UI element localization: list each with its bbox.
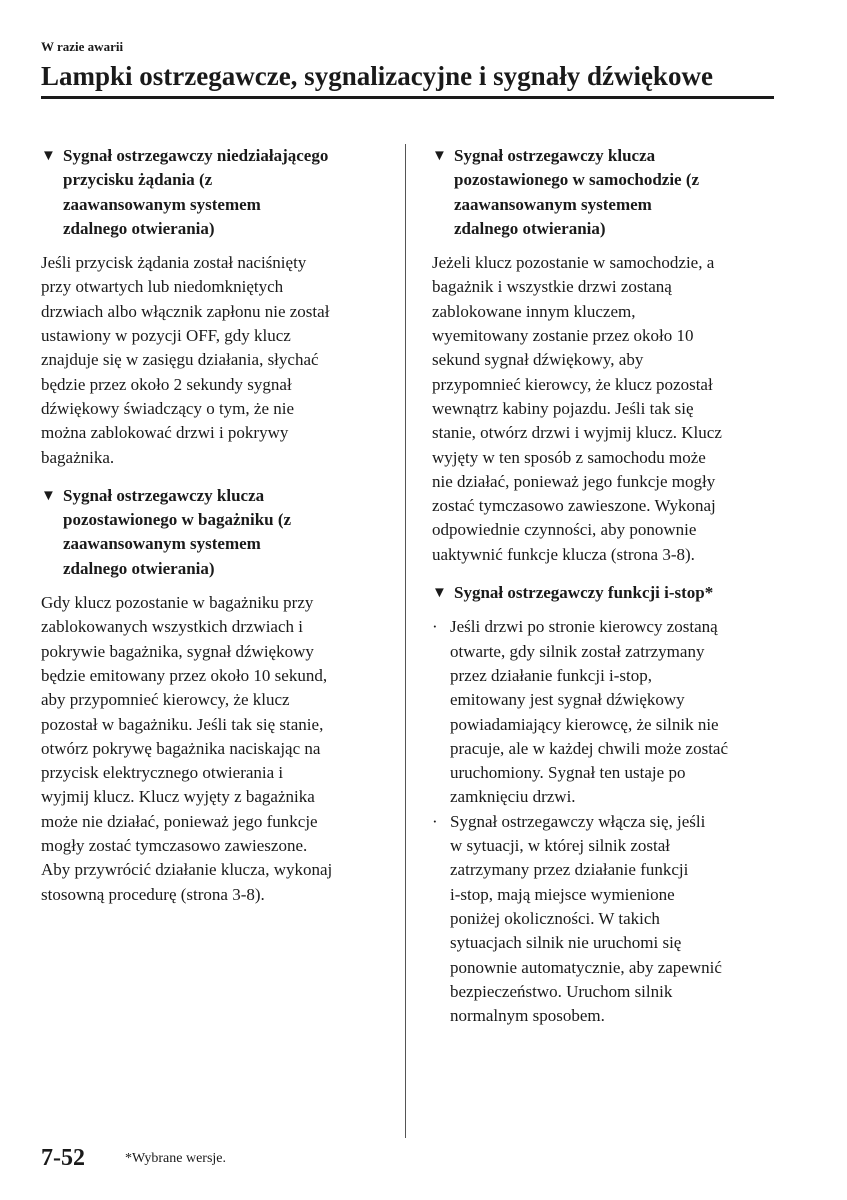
bullet-text: Sygnał ostrzegawczy włącza się, jeśli w sytuacji, w której silnik został zatrzymany przez działanie funkcji i-stop, mają miejsce wymienione poniżej okoliczności. W takich sytuacjach silnik nie uruchomi się ponownie automatycznie, aby zapewnić bezpieczeństwo. Uruchom silnik normalnym sposobem. (450, 811, 722, 1026)
footnote: *Wybrane wersje. (125, 1151, 227, 1166)
section-body-key-in-trunk: Gdy klucz pozostanie w bagażniku przy zablokowanych wszystkich drzwiach i pokrywie bagażnika, sygnał dźwiękowy będzie emitowany przez około 10 sekund, aby przypomnieć kierowcy, że klucz pozostał w bagażniku. Jeśli tak się stanie, otwórz pokrywę bagażnika naciskając na przycisk elektrycznego otwierania i wyjmij klucz. Klucz wyjęty z bagażnika może nie działać, ponieważ jego funkcje mogły zostać tymczasowo zawieszone. Aby przywrócić działanie klucza, wykonaj stosowną procedurę (strona 3-8). (41, 593, 333, 904)
section-heading-text: Sygnał ostrzegawczy klucza pozostawionego w bagażniku (z zaawansowanym systemem zdalnego otwierania) (63, 485, 292, 578)
section-heading-key-in-trunk (41, 484, 381, 581)
bullet-icon: · (432, 811, 438, 831)
title-rule (41, 96, 774, 99)
section-heading-text: Sygnał ostrzegawczy klucza pozostawionego w samochodzie (z zaawansowanym systemem zdalnego otwierania) (454, 146, 700, 238)
triangle-down-icon: ▼ (432, 585, 447, 602)
left-column (41, 144, 381, 921)
section-heading-text: Sygnał ostrzegawczy funkcji i-stop* (454, 583, 714, 603)
list-item (432, 615, 772, 809)
section-heading-key-in-vehicle (432, 144, 772, 241)
breadcrumb: W razie awarii (41, 39, 124, 54)
section-body-key-in-vehicle: Jeżeli klucz pozostanie w samochodzie, a bagażnik i wszystkie drzwi zostaną zablokowane innym kluczem, wyemitowany zostanie przez około 10 sekund sygnał dźwiękowy, aby przypomnieć kierowcy, że klucz pozostał wewnątrz kabiny pojazdu. Jeśli tak się stanie, otwórz drzwi i wyjmij klucz. Klucz wyjęty w ten sposób z samochodu może nie działać, ponieważ jego funkcje mogły zostać tymczasowo zawieszone. Wykonaj odpowiednie czynności, aby ponownie uaktywnić funkcje klucza (strona 3-8). (432, 253, 722, 564)
section-heading-text: Sygnał ostrzegawczy niedziałającego przycisku żądania (z zaawansowanym systemem zdalnego otwierania) (63, 146, 329, 238)
triangle-down-icon: ▼ (41, 487, 56, 504)
section-heading-request-button (41, 144, 381, 241)
page-title: Lampki ostrzegawcze, sygnalizacyjne i sygnały dźwiękowe (41, 61, 713, 91)
section-body-request-button: Jeśli przycisk żądania został naciśnięty przy otwartych lub niedomkniętych drzwiach albo włącznik zapłonu nie został ustawiony w pozycji OFF, gdy klucz znajduje się w zasięgu działania, słychać będzie przez około 2 sekundy sygnał dźwiękowy świadczący o tym, że nie można zablokować drzwi i pokrywy bagażnika. (41, 253, 330, 467)
i-stop-bullet-list (432, 615, 772, 1028)
triangle-down-icon: ▼ (41, 148, 56, 164)
bullet-text: Jeśli drzwi po stronie kierowcy zostaną otwarte, gdy silnik został zatrzymany przez działanie funkcji i-stop, emitowany jest sygnał dźwiękowy powiadamiający kierowcę, że silnik nie pracuje, ale w każdej chwili może zostać uruchomiony. Sygnał ten ustaje po zamknięciu drzwi. (450, 617, 729, 807)
section-heading-i-stop (432, 581, 772, 605)
list-item (432, 810, 772, 1029)
column-divider (405, 144, 406, 1138)
bullet-icon: · (432, 617, 438, 637)
page-number: 7-52 (41, 1145, 85, 1171)
right-column (432, 144, 772, 1028)
triangle-down-icon: ▼ (432, 148, 447, 164)
